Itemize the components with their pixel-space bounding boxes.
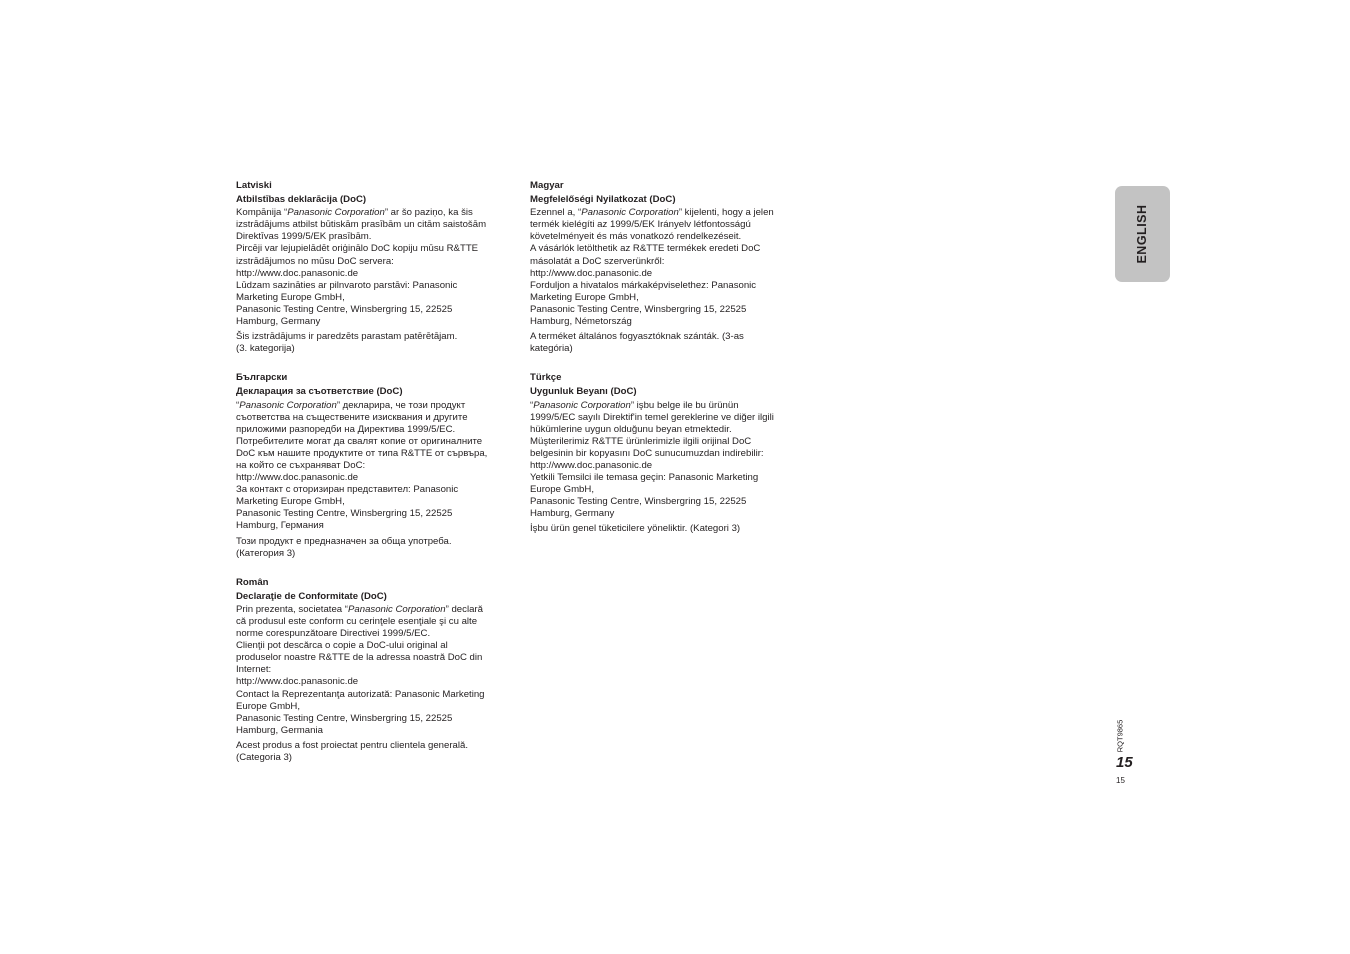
doc-title: Declaraţie de Conformitate (DoC) [236,590,387,602]
section-magyar [530,180,800,355]
paragraph-line: Hamburg, Germany [530,508,615,520]
declaration-paragraph [236,604,514,737]
paragraph-line: Direktīvas 1999/5/EK prasībām. [236,231,372,243]
language-tab-label: ENGLISH [1135,204,1149,264]
paragraph-line: “Panasonic Corporation” декларира, че този продукт [236,399,466,411]
declaration-paragraph [236,207,514,328]
url-line: http://www.doc.panasonic.de [236,267,359,279]
paragraph-line: Europe GmbH, [236,700,300,712]
paragraph-line: Kompānija “Panasonic Corporation” ar šo paziņo, ka šis [236,207,473,219]
paragraph-line: Marketing Europe GmbH, [236,291,345,303]
paragraph-line: A vásárlók letölthetik az R&TTE termékek eredeti DoC [530,243,761,255]
doc-title: Atbilstības deklarācija (DoC) [236,194,367,206]
url-line: http://www.doc.panasonic.de [530,267,653,279]
category-paragraph [236,331,514,355]
paragraph-line: belgesinin bir kopyasını DoC sunucumuzdan indirebilir: [530,447,764,459]
paragraph-line: Panasonic Testing Centre, Winsbergring 15, 22525 [236,303,453,315]
paragraph-line: “Panasonic Corporation” işbu belge ile bu ürünün [530,399,739,411]
left-column [236,180,514,781]
paragraph-line: norme corespunzătoare Directivei 1999/5/EC. [236,628,431,640]
paragraph-line: Hamburg, Germania [236,724,323,736]
category-paragraph [236,536,514,560]
language-heading: Latviski [236,180,272,191]
company-name: Panasonic Corporation [287,207,385,219]
section-bulgarian [236,372,514,559]
paragraph-line: Lūdzam sazināties ar pilnvaroto parstāvi: Panasonic [236,279,458,291]
company-name: Panasonic Corporation [533,399,631,411]
paragraph-line: DoC към нашите продуктите от типа R&TTE от сървъра, [236,447,488,459]
language-heading: Magyar [530,180,564,191]
paragraph-line: Panasonic Testing Centre, Winsbergring 15, 22525 [530,303,747,315]
page-number-small: 15 [1116,776,1125,785]
paragraph-line: másolatát a DoC szerverünkről: [530,255,665,267]
paragraph-line: izstrādājums atbilst būtiskām prasībām un citām saistošām [236,219,487,231]
paragraph-line: că produsul este conform cu cerinţele esenţiale şi cu alte [236,616,478,627]
category-paragraph [530,331,800,355]
paragraph-line: на който се съхраняват DoC: [236,459,366,471]
company-name: Panasonic Corporation [348,603,446,615]
language-tab [1115,186,1170,282]
language-heading: Български [236,372,288,384]
paragraph-line: követelményeit és más vonatkozó rendelkezéseit. [530,231,742,243]
paragraph-line: (Категория 3) [236,547,296,559]
paragraph-line: (Categoria 3) [236,752,292,764]
section-latviski [236,180,514,355]
category-paragraph [530,523,800,535]
paragraph-line: Hamburg, Germany [236,316,321,328]
paragraph-line: Forduljon a hivatalos márkaképviselethez: Panasonic [530,279,757,291]
url-line: http://www.doc.panasonic.de [236,472,359,484]
paragraph-line: Marketing Europe GmbH, [530,291,639,303]
paragraph-line: Marketing Europe GmbH, [236,496,345,508]
paragraph-line: Šis izstrādājums ir paredzēts parastam patērētājam. [236,331,458,343]
model-code: RQT9865 [1115,719,1125,753]
paragraph-line: Europe GmbH, [530,484,594,496]
paragraph-line: Prin prezenta, societatea “Panasonic Corporation” declară [236,603,483,615]
company-name: Panasonic Corporation [581,207,679,219]
paragraph-line: Hamburg, Németország [530,316,632,328]
paragraph-line: produselor noastre R&TTE de la adressa noastră DoC din [236,652,483,664]
paragraph-line: Ezennel a, “Panasonic Corporation” kijelenti, hogy a jelen [530,207,774,219]
right-column [530,180,800,553]
paragraph-line: Contact la Reprezentanţa autorizată: Panasonic Marketing [236,688,485,700]
paragraph-line: 1999/5/EC sayılı Direktif'in temel gereklerine ve diğer ilgili [530,411,774,423]
paragraph-line: Acest produs a fost proiectat pentru clientela generală. [236,739,468,751]
page-number: 15 [1116,754,1133,771]
paragraph-line: Clienţii pot descărca o copie a DoC-ului original al [236,640,448,652]
paragraph-line: Internet: [236,664,272,676]
url-line: http://www.doc.panasonic.de [530,459,653,471]
paragraph-line: съответства на съществените изисквания и другите [236,411,468,423]
paragraph-line: Panasonic Testing Centre, Winsbergring 15, 22525 [236,712,453,724]
paragraph-line: Panasonic Testing Centre, Winsbergring 15, 22525 [236,508,453,520]
paragraph-line: Потребителите могат да свалят копие от оригиналните [236,435,483,447]
paragraph-line: приложими разпоредби на Директива 1999/5/ЕС. [236,423,456,435]
paragraph-line: hükümlerine uygun olduğunu beyan etmektedir. [530,423,732,435]
declaration-paragraph [530,207,800,328]
paragraph-line: Pircēji var lejupielādēt oriģinālo DoC kopiju mūsu R&TTE [236,243,479,255]
url-line: http://www.doc.panasonic.de [236,676,359,688]
paragraph-line: Panasonic Testing Centre, Winsbergring 15, 22525 [530,496,747,508]
paragraph-line: termék kielégíti az 1999/5/EK Irányelv létfontosságú [530,219,751,231]
paragraph-line: İşbu ürün genel tüketicilere yöneliktir. (Kategori 3) [530,523,741,535]
section-turkce [530,372,800,535]
paragraph-line: kategória) [530,343,573,355]
language-heading: Român [236,576,269,588]
paragraph-line: izstrādājumos no mūsu DoC servera: [236,255,394,267]
category-paragraph [236,740,514,764]
language-heading: Türkçe [530,372,562,384]
paragraph-line: За контакт с оторизиран представител: Panasonic [236,484,459,496]
doc-title: Uygunluk Beyanı (DoC) [530,386,637,398]
paragraph-line: Hamburg, Германия [236,520,324,532]
declaration-paragraph [236,400,514,533]
company-name: Panasonic Corporation [239,399,337,411]
declaration-paragraph [530,400,800,521]
paragraph-line: (3. kategorija) [236,343,295,355]
section-romanian [236,577,514,764]
paragraph-line: Този продукт е предназначен за обща употреба. [236,535,452,547]
paragraph-line: A terméket általános fogyasztóknak szánták. (3-as [530,331,744,343]
paragraph-line: Müşterilerimiz R&TTE ürünlerimizle ilgili orijinal DoC [530,435,752,447]
paragraph-line: Yetkili Temsilci ile temasa geçin: Panasonic Marketing [530,472,759,484]
doc-title: Декларация за съответствие (DoC) [236,386,403,398]
doc-title: Megfelelőségi Nyilatkozat (DoC) [530,194,676,206]
